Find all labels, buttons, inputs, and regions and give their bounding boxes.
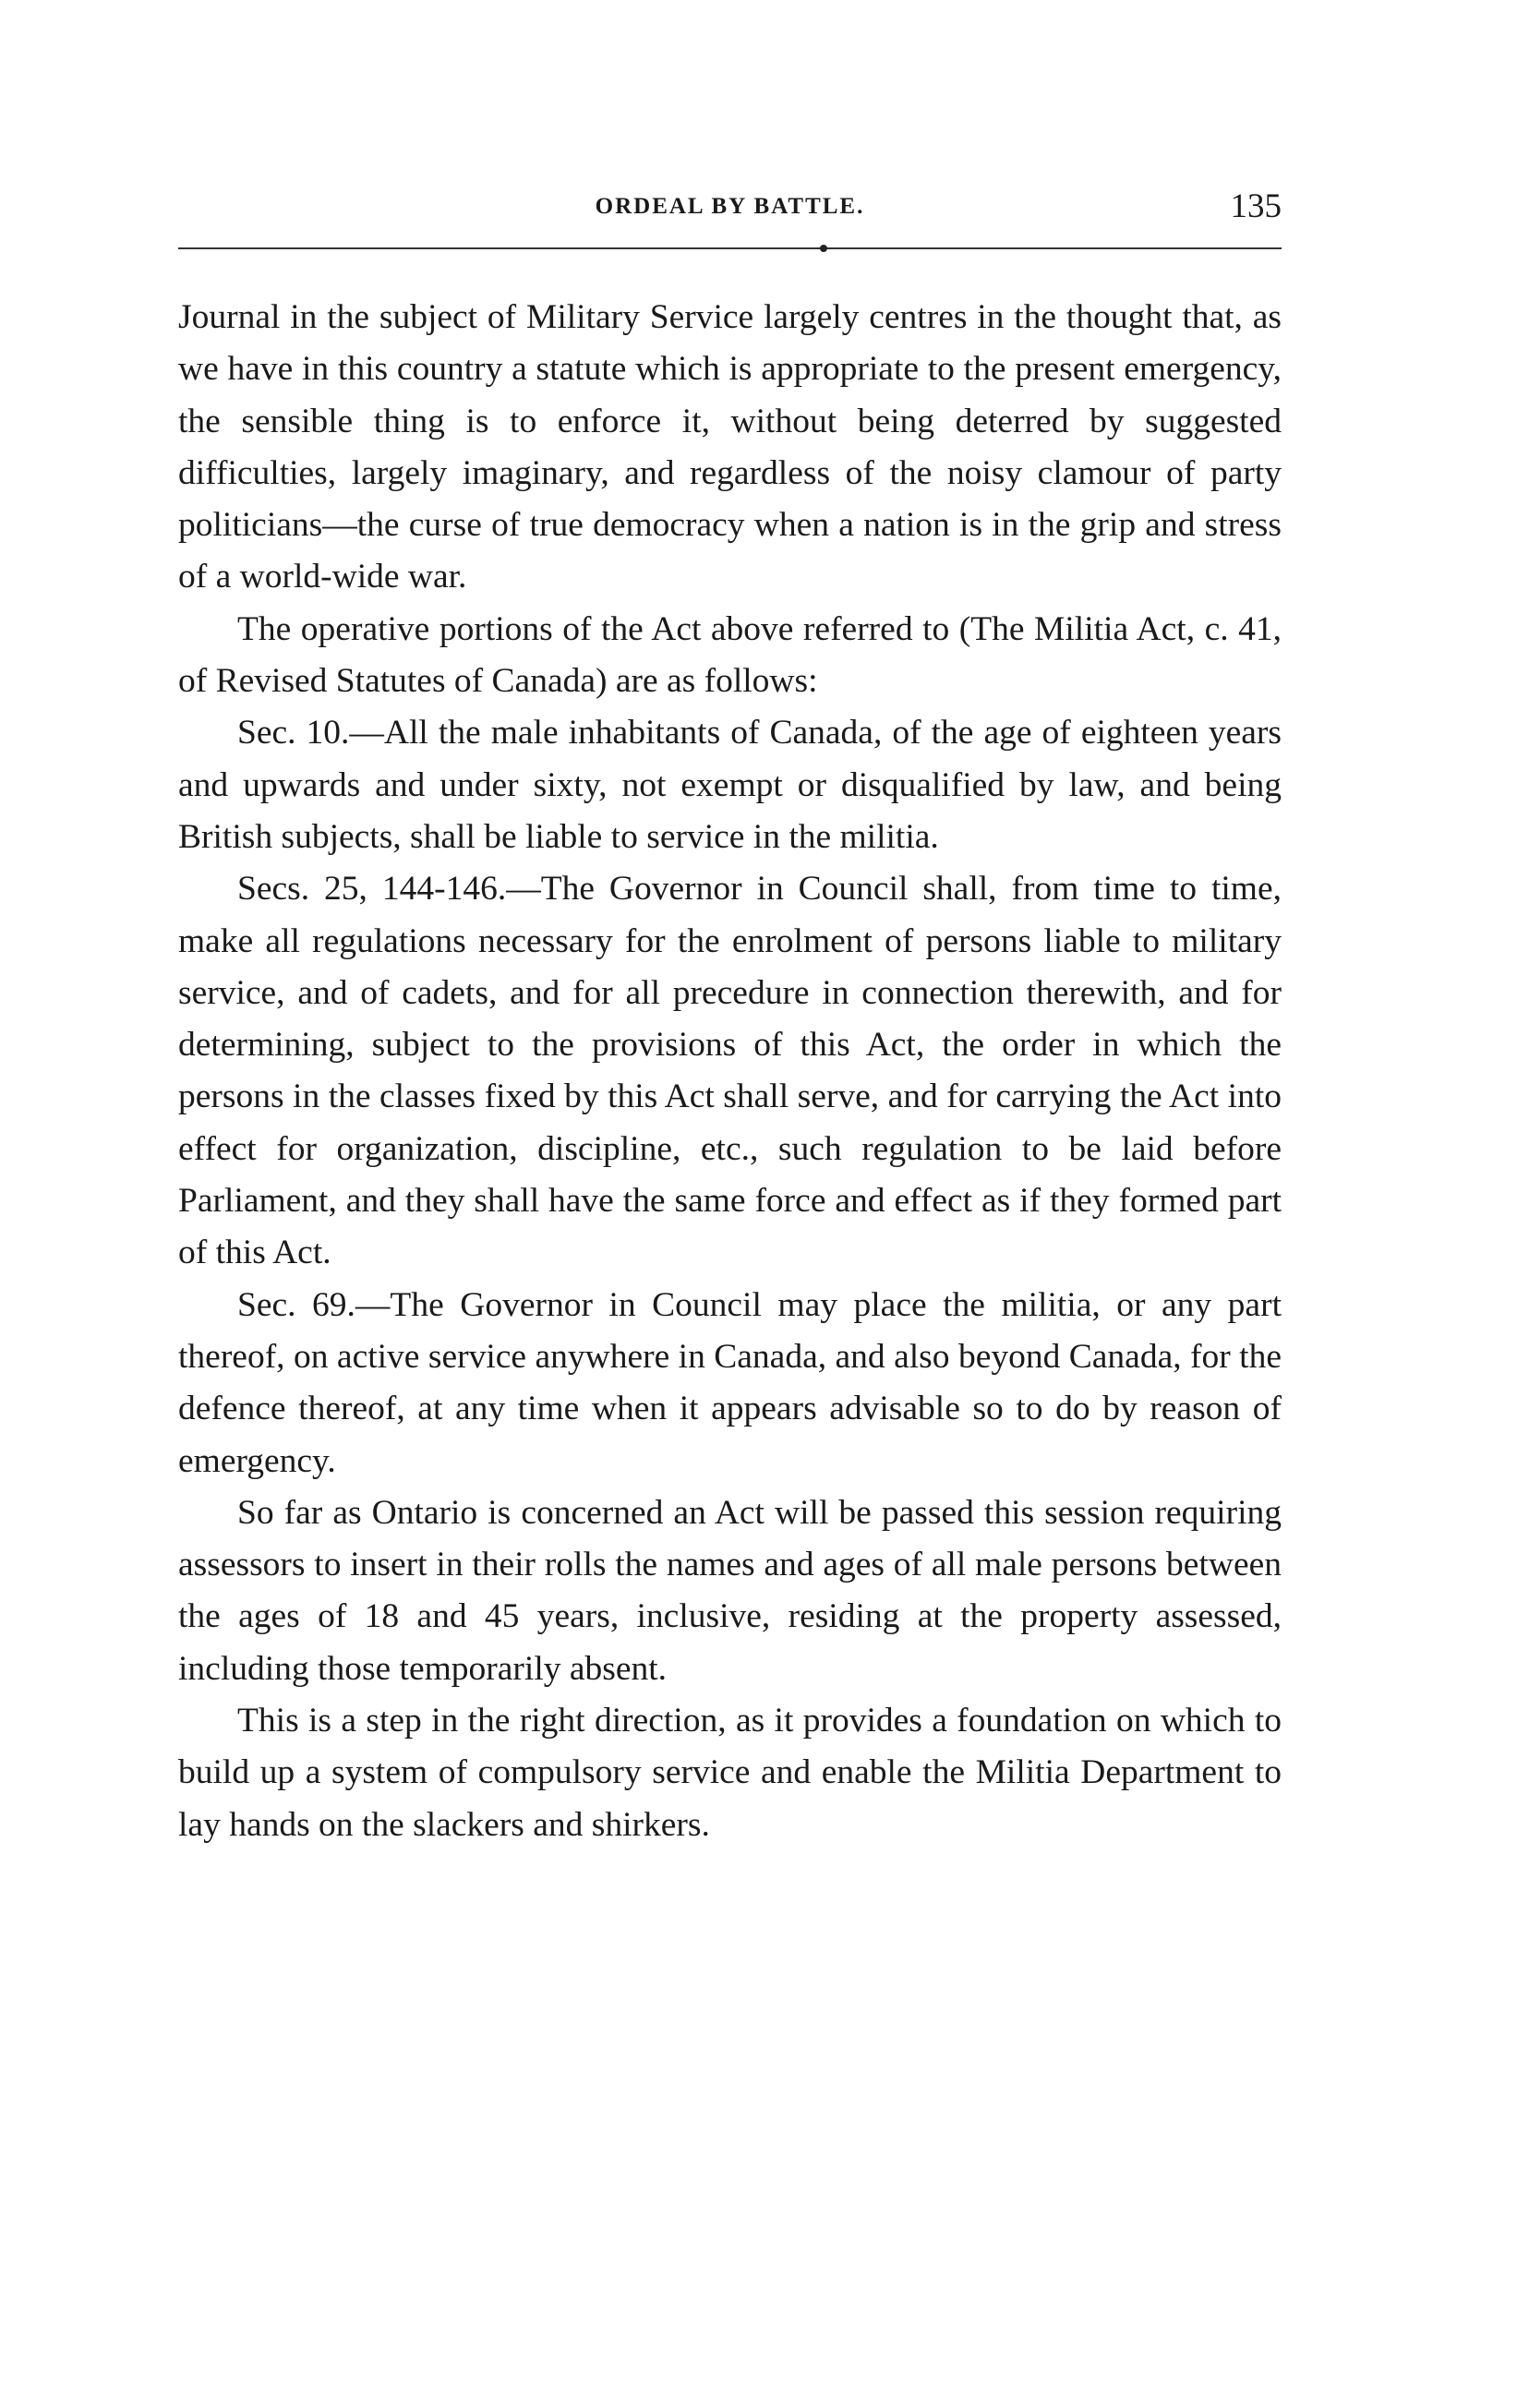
body-text [178,292,1282,1851]
paragraph-right-direction: This is a step in the right direction, as it provides a foundation on which to build up a system of compulsory service and enable the Militia Department to lay hands on the slackers and shirkers. [178,1702,1282,1844]
running-head [178,185,1282,240]
running-title: ORDEAL BY BATTLE. [595,194,865,219]
header-rule-ornament [820,245,827,252]
page-number: 135 [1230,187,1282,225]
header-rule [178,247,1282,249]
paragraph-continued: Journal in the subject of Military Service largely centres in the thought that, as we have in this country a statute which is appropriate to the present emergency, the sensible thing is to enforce it, without being deterred by suggested difficulties, largely imaginary, and regardless of the noisy clamour of party politicians—the curse of true democracy when a nation is in the grip and stress of a world-wide war. [178,298,1282,596]
paragraph-sec-10: Sec. 10.—All the male inhabitants of Canada, of the age of eighteen years and upwards and under sixty, not exempt or disqualified by law, and being British subjects, shall be liable to service in the militia. [178,714,1282,856]
paragraph-operative-portions: The operative portions of the Act above referred to (The Militia Act, c. 41, of Revised Statutes of Canada) are as follows: [178,609,1282,701]
paragraph-ontario: So far as Ontario is concerned an Act will be passed this session requiring assessors to insert in their rolls the names and ages of all male persons between the ages of 18 and 45 years, inclusive, residing at the property assessed, including those temporarily absent. [178,1493,1282,1688]
paragraph-sec-69: Sec. 69.—The Governor in Council may place the militia, or any part thereof, on active service anywhere in Canada, and also beyond Canada, for the defence thereof, at any time when it appears advisable so to do by reason of emergency. [178,1285,1282,1480]
paragraph-secs-25-144-146: Secs. 25, 144-146.—The Governor in Council shall, from time to time, make all regulations necessary for the enrolment of persons liable to military service, and of cadets, and for all precedure in connection therewith, and for determining, subject to the provisions of this Act, the order in which the persons in the classes fixed by this Act shall serve, and for carrying the Act into effect for organization, discipline, etc., such regulation to be laid before Parliament, and they shall have the same force and effect as if they formed part of this Act. [178,870,1282,1272]
